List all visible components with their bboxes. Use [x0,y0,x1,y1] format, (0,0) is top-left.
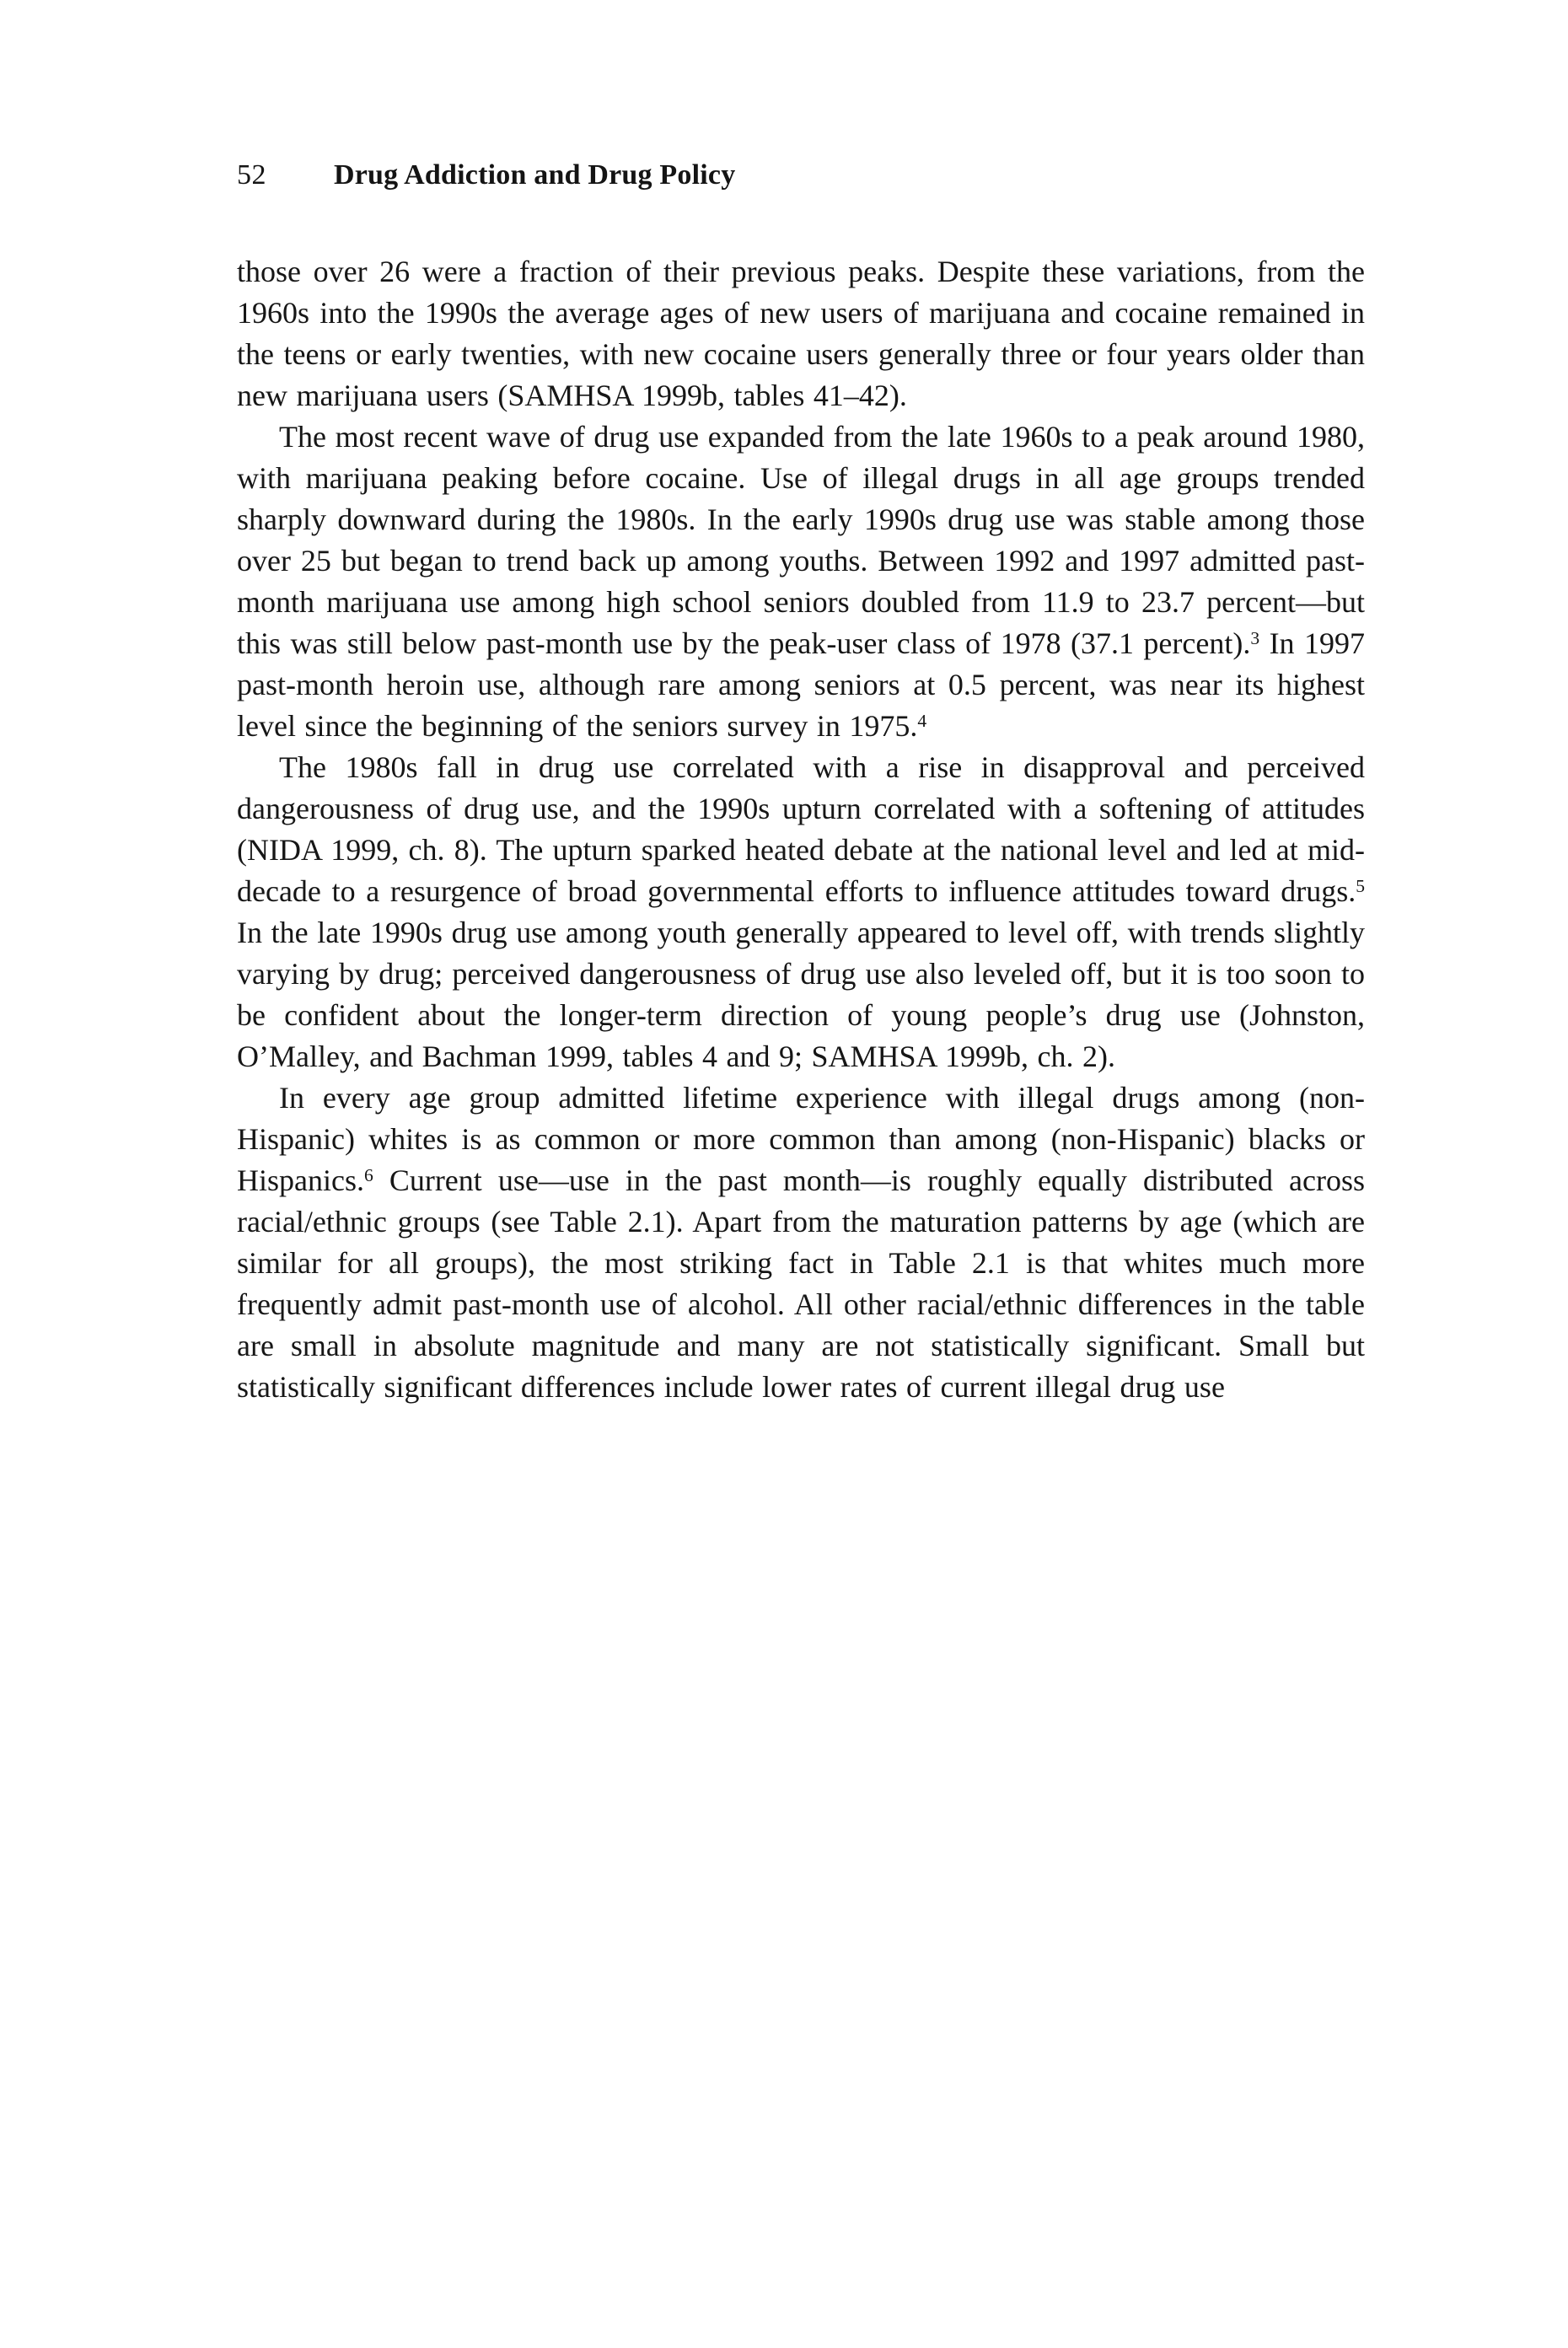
text-run: those over 26 were a fraction of their previous peaks. Despite these variations, from the 1960s into the 1990s the average ages of new users of marijuana and cocaine remained in the teens or early twenties, with new cocaine users generally three or four years older than new marijuana users (SAMHSA 1999b, tables 41–42). [237,255,1365,412]
text-run: The 1980s fall in drug use correlated with a rise in disapproval and perceived dangerousness of drug use, and the 1990s upturn correlated with a softening of attitudes (NIDA 1999, ch. 8). The upturn sparked heated debate at the national level and led at mid-decade to a resurgence of broad governmental efforts to influence attitudes toward drugs. [237,750,1365,908]
paragraph [237,251,1365,416]
text-run: The most recent wave of drug use expanded from the late 1960s to a peak around 1980, with marijuana peaking before cocaine. Use of illegal drugs in all age groups trended sharply downward during the 1980s. In the early 1990s drug use was stable among those over 25 but began to trend back up among youths. Between 1992 and 1997 admitted past-month marijuana use among high school seniors doubled from 11.9 to 23.7 percent—but this was still below past-month use by the peak-user class of 1978 (37.1 percent). [237,420,1365,660]
running-header [237,159,1365,192]
footnote-ref: 5 [1356,876,1365,897]
page-content [237,159,1365,1408]
running-header-title: Drug Addiction and Drug Policy [334,159,736,191]
body-text [237,251,1365,1408]
page-number: 52 [237,159,266,191]
paragraph [237,1077,1365,1408]
paragraph [237,747,1365,1077]
footnote-ref: 6 [363,1165,373,1186]
paragraph [237,416,1365,747]
text-run: In every age group admitted lifetime experience with illegal drugs among (non-Hispanic) whites is as common or more common than among (non-Hispanic) blacks or Hispanics. [237,1081,1365,1197]
footnote-ref: 4 [917,711,927,732]
text-run: In the late 1990s drug use among youth generally appeared to level off, with trends slightly varying by drug; perceived dangerousness of drug use also leveled off, but it is too soon to be confident about the longer-term direction of young people’s drug use (Johnston, O’Malley, and Bachman 1999, tables 4 and 9; SAMHSA 1999b, ch. 2). [237,916,1365,1073]
text-run: In 1997 past-month heroin use, although rare among seniors at 0.5 percent, was near its highest level since the beginning of the seniors survey in 1975. [237,626,1365,743]
text-run: Current use—use in the past month—is roughly equally distributed across racial/ethnic groups (see Table 2.1). Apart from the maturation patterns by age (which are similar for all groups), the most striking fact in Table 2.1 is that whites much more frequently admit past-month use of alcohol. All other racial/ethnic differences in the table are small in absolute magnitude and many are not statistically significant. Small but statistically significant differences include lower rates of current illegal drug use [237,1163,1365,1404]
footnote-ref: 3 [1250,628,1260,649]
